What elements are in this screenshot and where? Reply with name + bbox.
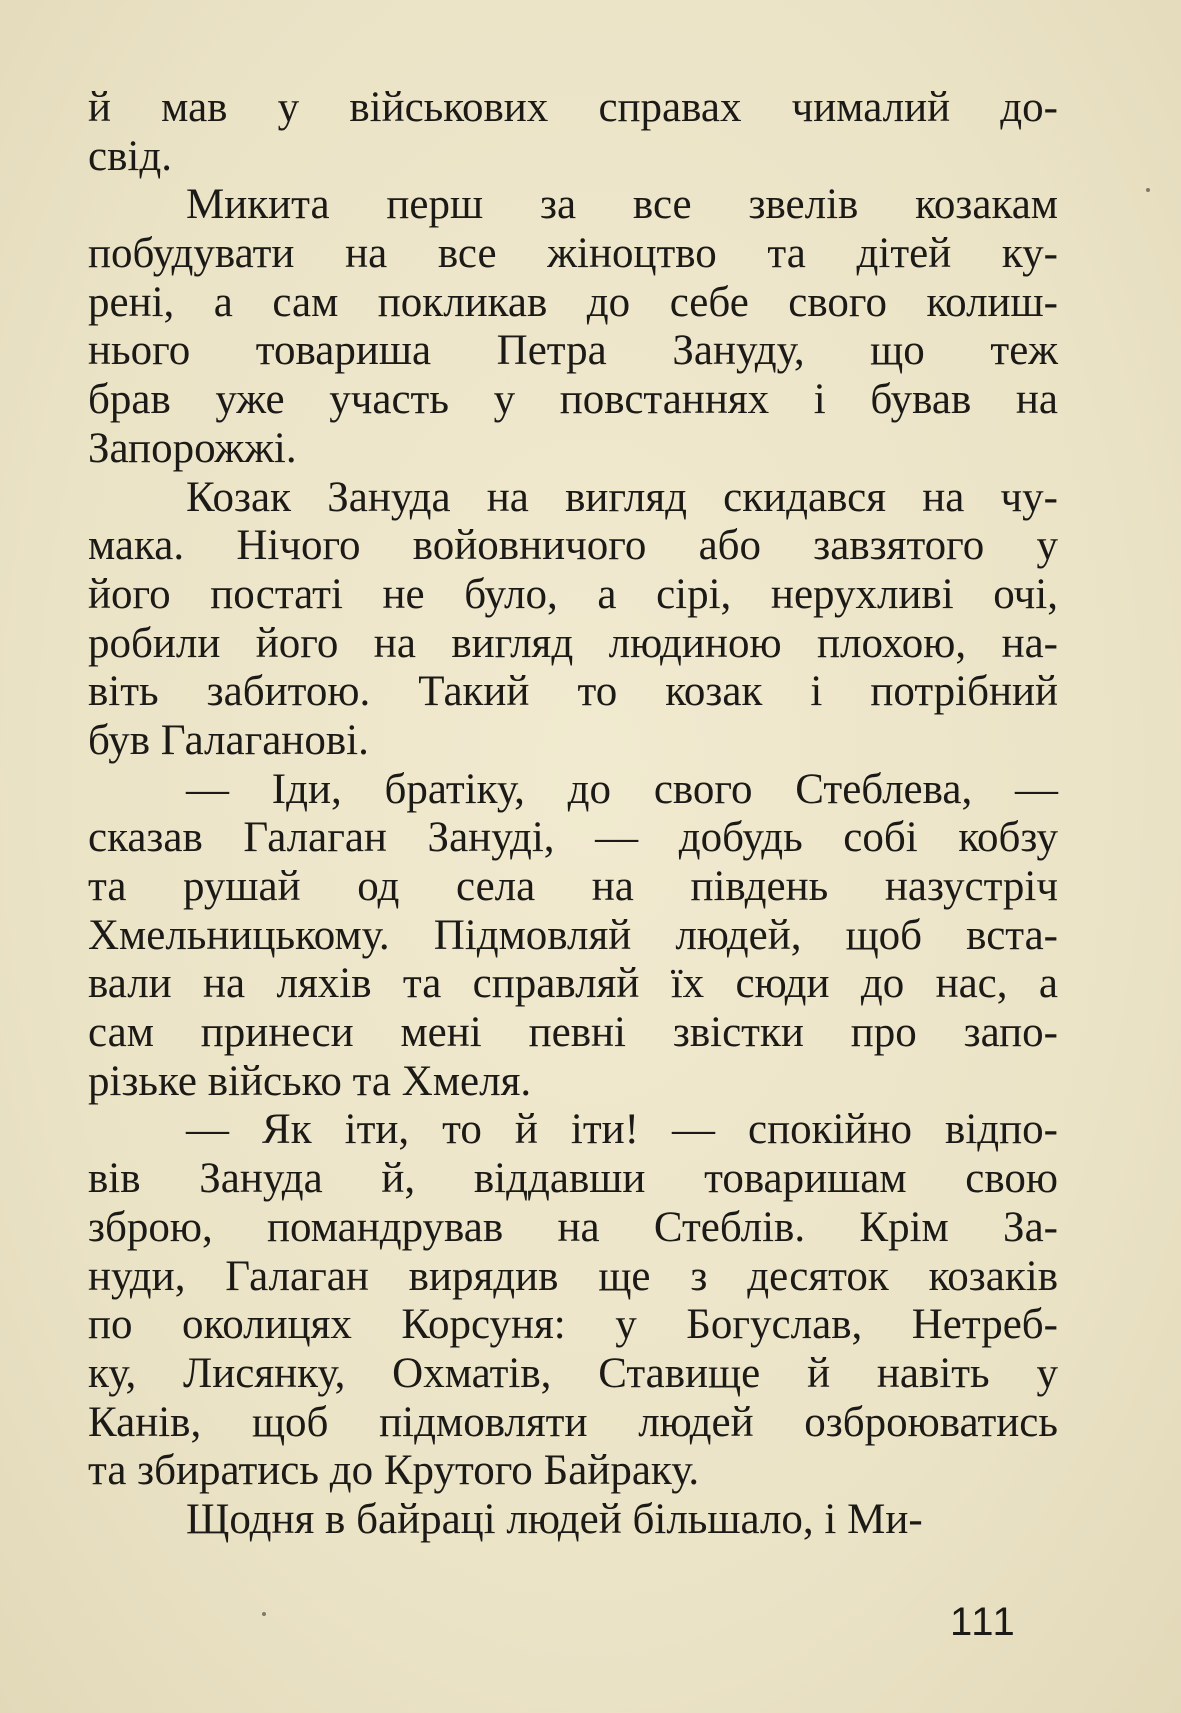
text-line: по околицях Корсуня: у Богуслав, Нетреб- (88, 1301, 1058, 1349)
text-line: — Іди, братіку, до свого Стеблева, — (186, 765, 1058, 813)
text-line: зброю, помандрував на Стеблів. Крім За- (88, 1203, 1058, 1251)
text-line: й мав у військових справах чималий до- (88, 84, 1058, 131)
text-line: сказав Галаган Зануді, — добудь собі кобзу (88, 814, 1058, 862)
text-line: різьке військо та Хмеля. (88, 1057, 532, 1105)
text-line: та рушай од села на південь назустріч (88, 863, 1058, 910)
text-line: його постаті не було, а сірі, нерухливі очі, (88, 570, 1058, 618)
text-line: рені, а сам покликав до себе свого колиш- (88, 278, 1058, 326)
text-line: нуди, Галаган вирядив ще з десяток козаків (88, 1252, 1058, 1300)
paper-speck (262, 1612, 266, 1616)
text-line: був Галаганові. (88, 716, 369, 764)
text-line: брав уже участь у повстаннях і бував на (88, 376, 1058, 424)
text-line: мака. Нічого войовничого або завзятого у (88, 522, 1058, 570)
text-line: Козак Зануда на вигляд скидався на чу- (186, 473, 1058, 521)
text-line: Канів, щоб підмовляти людей озброюватись (88, 1398, 1058, 1446)
text-line: Хмельницькому. Підмовляй людей, щоб вста- (88, 911, 1058, 959)
paper-speck (1146, 188, 1150, 192)
text-line: робили його на вигляд людиною плохою, на- (88, 619, 1058, 667)
text-line: та збиратись до Крутого Байраку. (88, 1447, 700, 1495)
text-line: Щодня в байраці людей більшало, і Ми- (186, 1495, 923, 1543)
text-line: побудувати на все жіноцтво та дітей ку- (88, 230, 1058, 278)
text-line: Запорожжі. (88, 424, 297, 472)
page-number: 111 (950, 1600, 1017, 1644)
text-line: вів Зануда й, віддавши товаришам свою (88, 1155, 1058, 1203)
text-line: віть забитою. Такий то козак і потрібний (88, 668, 1058, 716)
text-line: Микита перш за все звелів козакам (186, 181, 1058, 229)
text-line: — Як іти, то й іти! — спокійно відпо- (186, 1106, 1058, 1154)
text-line: нього товариша Петра Зануду, що теж (88, 327, 1058, 375)
text-line: свід. (88, 132, 172, 180)
text-line: сам принеси мені певні звістки про запо- (88, 1009, 1058, 1057)
text-line: ку, Лисянку, Охматів, Ставище й навіть у (88, 1349, 1058, 1397)
text-line: вали на ляхів та справляй їх сюди до нас, а (88, 960, 1058, 1008)
body-text (88, 84, 1058, 1545)
